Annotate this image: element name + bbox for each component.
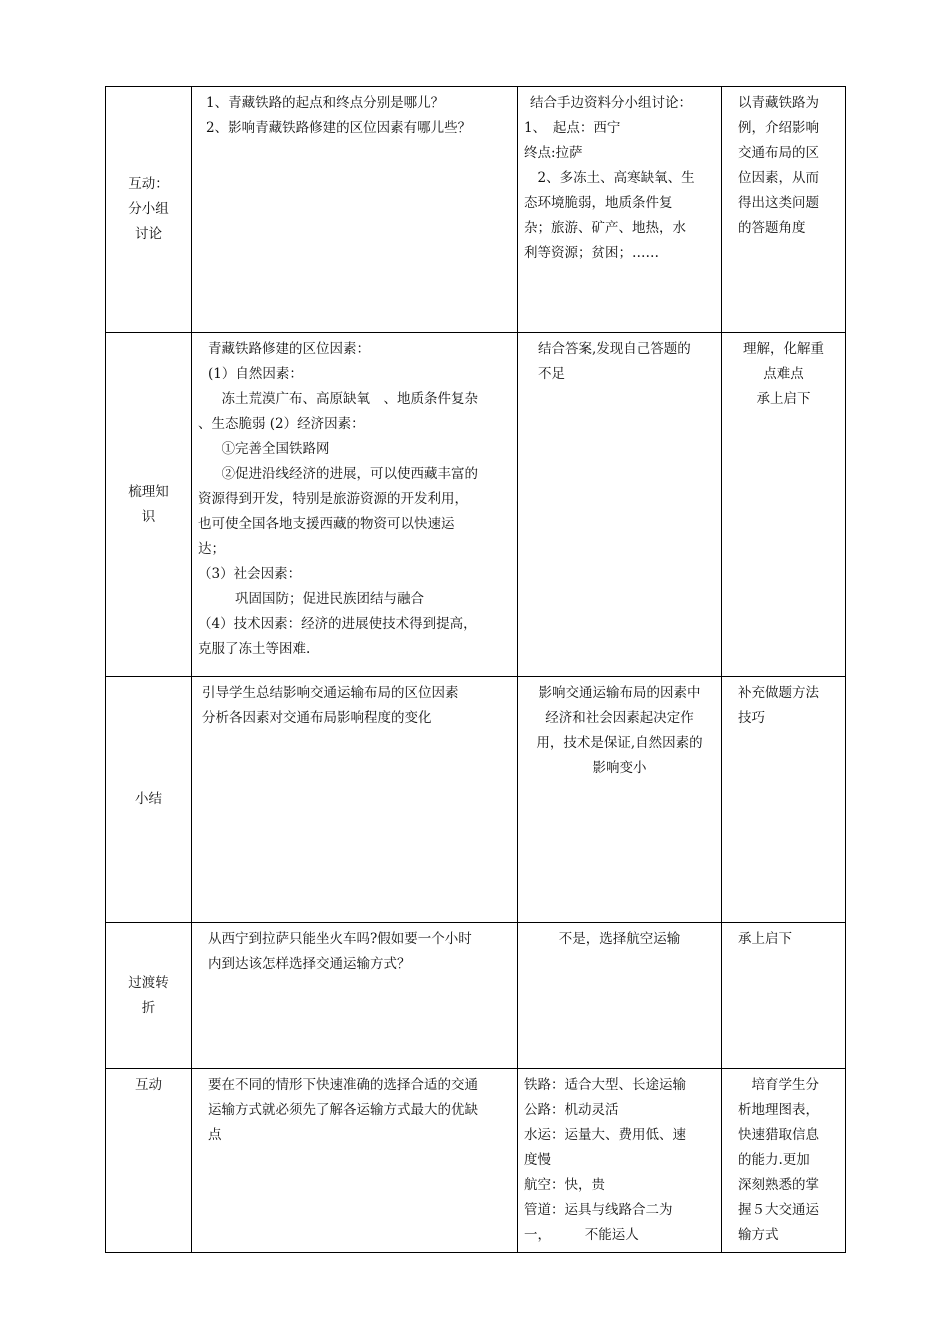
lesson-plan-table xyxy=(105,86,846,1253)
text-line: 输方式 xyxy=(738,1227,779,1243)
text-line: 承上启下 xyxy=(738,931,792,947)
text-line: 公路：机动灵活 xyxy=(524,1102,619,1118)
stage-label: 小结 xyxy=(135,791,162,807)
text-line: 2、多冻土、高寒缺氧、生 xyxy=(524,170,695,186)
text-line: 资源得到开发，特别是旅游资源的开发利用， xyxy=(198,491,468,507)
text-line: 利等资源；贫困；…… xyxy=(524,245,659,261)
table-row xyxy=(106,1069,846,1253)
text-line: 不是，选择航空运输 xyxy=(558,931,681,947)
text-line: （4）技术因素：经济的进展使技术得到提高， xyxy=(198,616,477,632)
text-line: 快速猎取信息 xyxy=(738,1127,819,1143)
text-line: 培育学生分 xyxy=(738,1077,819,1093)
student-activity-cell xyxy=(518,87,722,333)
text-line: 的能力.更加 xyxy=(738,1152,810,1168)
text-line: 结合手边资料分小组讨论： xyxy=(530,95,692,111)
stage-label: 过渡转 折 xyxy=(128,974,169,1016)
text-line: 内到达该怎样选择交通运输方式？ xyxy=(208,956,411,972)
text-line: 理解，化解重 xyxy=(743,341,824,357)
table-row xyxy=(106,333,846,677)
table-row xyxy=(106,677,846,923)
stage-cell xyxy=(106,333,192,677)
text-line: 克服了冻土等困难. xyxy=(198,641,311,657)
text-line: 补充做题方法 xyxy=(738,685,819,701)
text-line: 运输方式就必须先了解各运输方式最大的优缺 xyxy=(208,1102,478,1118)
text-line: 一， 不能运人 xyxy=(524,1227,639,1243)
teacher-activity-cell xyxy=(192,333,518,677)
student-activity-cell xyxy=(518,333,722,677)
text-line: 技巧 xyxy=(738,710,765,726)
text-line: 青藏铁路修建的区位因素： xyxy=(208,341,370,357)
text-line: 终点:拉萨 xyxy=(524,145,583,161)
stage-label: 梳理知 识 xyxy=(128,483,169,525)
text-line: 达； xyxy=(198,541,225,557)
student-activity-cell xyxy=(518,923,722,1069)
text-line: 也可使全国各地支援西藏的物资可以快速运 xyxy=(198,516,455,532)
text-line: 引导学生总结影响交通运输布局的区位因素 xyxy=(202,685,459,701)
text-line: 航空：快，贵 xyxy=(524,1177,605,1193)
student-activity-cell xyxy=(518,677,722,923)
text-line: 不足 xyxy=(538,366,565,382)
design-intent-cell xyxy=(722,87,846,333)
text-line: 杂；旅游、矿产、地热，水 xyxy=(524,220,686,236)
text-line: 管道：运具与线路合二为 xyxy=(524,1202,673,1218)
stage-cell xyxy=(106,1069,192,1253)
text-line: 承上启下 xyxy=(756,391,811,407)
design-intent-cell xyxy=(722,677,846,923)
text-line: 度慢 xyxy=(524,1152,551,1168)
text-line: 铁路：适合大型、长途运输 xyxy=(524,1077,686,1093)
text-line: 分析各因素对交通布局影响程度的变化 xyxy=(202,710,432,726)
text-line: 以青藏铁路为 xyxy=(738,95,819,111)
teacher-activity-cell xyxy=(192,923,518,1069)
text-line: ②促进沿线经济的进展，可以使西藏丰富的 xyxy=(208,466,478,482)
teacher-activity-cell xyxy=(192,1069,518,1253)
text-line: 析地理图表， xyxy=(738,1102,819,1118)
text-line: 、生态脆弱 (2）经济因素： xyxy=(198,416,365,432)
student-activity-cell xyxy=(518,1069,722,1253)
text-line: 握５大交通运 xyxy=(738,1202,819,1218)
text-line: 用，技术是保证,自然因素的 xyxy=(536,735,703,751)
stage-cell xyxy=(106,677,192,923)
text-line: 点 xyxy=(208,1127,222,1143)
text-line: 得出这类问题 xyxy=(738,195,819,211)
text-line: 的答题角度 xyxy=(738,220,806,236)
text-line: 深刻熟悉的掌 xyxy=(738,1177,819,1193)
text-line: 影响交通运输布局的因素中 xyxy=(538,685,701,701)
text-line: 经济和社会因素起决定作 xyxy=(545,710,694,726)
text-line: 例，介绍影响 xyxy=(738,120,819,136)
text-line: 巩固国防；促进民族团结与融合 xyxy=(208,591,424,607)
table-row xyxy=(106,923,846,1069)
text-line: 影响变小 xyxy=(592,760,647,776)
text-line: ①完善全国铁路网 xyxy=(208,441,330,457)
stage-label: 互动： 分小组 讨论 xyxy=(128,176,169,242)
table-row xyxy=(106,87,846,333)
text-line: 结合答案,发现自己答题的 xyxy=(538,341,691,357)
text-line: (1）自然因素： xyxy=(208,366,303,382)
text-line: 冻土荒漠广布、高原缺氧 、地质条件复杂 xyxy=(208,391,478,407)
stage-cell xyxy=(106,87,192,333)
text-line: 1、青藏铁路的起点和终点分别是哪儿？ xyxy=(206,95,445,111)
text-line: 从西宁到拉萨只能坐火车吗?假如要一个小时 xyxy=(208,931,472,947)
design-intent-cell xyxy=(722,923,846,1069)
text-line: 态环境脆弱，地质条件复 xyxy=(524,195,673,211)
text-line: 交通布局的区 xyxy=(738,145,819,161)
teacher-activity-cell xyxy=(192,677,518,923)
design-intent-cell xyxy=(722,1069,846,1253)
text-line: 水运：运量大、费用低、速 xyxy=(524,1127,686,1143)
stage-label: 互动 xyxy=(135,1077,162,1093)
teacher-activity-cell xyxy=(192,87,518,333)
design-intent-cell xyxy=(722,333,846,677)
text-line: 要在不同的情形下快速准确的选择合适的交通 xyxy=(208,1077,478,1093)
text-line: 1、 起点：西宁 xyxy=(524,120,621,136)
stage-cell xyxy=(106,923,192,1069)
text-line: 位因素，从而 xyxy=(738,170,819,186)
text-line: 2、影响青藏铁路修建的区位因素有哪儿些？ xyxy=(206,120,472,136)
text-line: 点难点 xyxy=(763,366,804,382)
text-line: （3）社会因素： xyxy=(198,566,302,582)
